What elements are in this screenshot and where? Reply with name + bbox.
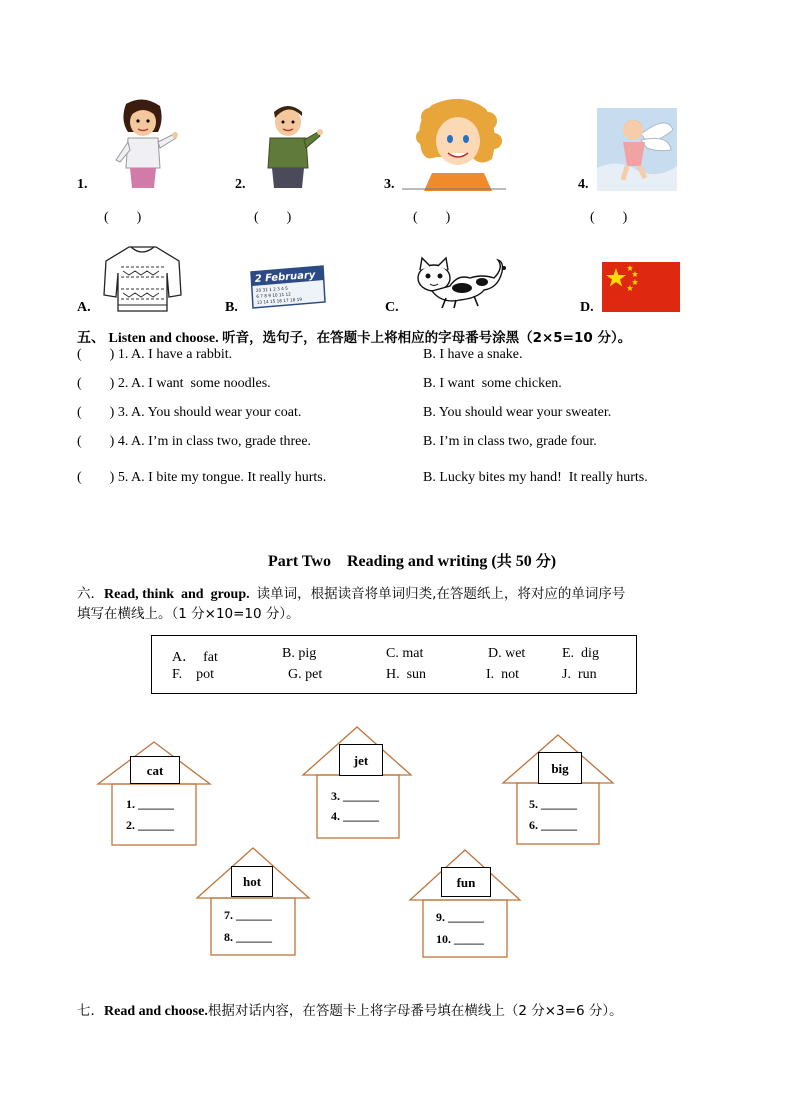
option-b[interactable]: B. I’m in class two, grade four.: [423, 434, 597, 449]
section6-heading-cn: 读单词，根据读音将单词归类,在答题纸上，将对应的单词序号: [256, 586, 626, 602]
section6-prefix: 六．: [77, 586, 104, 602]
calendar-icon: [247, 264, 327, 309]
word-option: J. run: [562, 667, 597, 682]
option-a[interactable]: 3. A. You should wear your coat.: [117, 405, 302, 420]
answer-blank[interactable]: 7. ______: [224, 908, 272, 922]
svg-text:6 7 8 9 10 11 12: 6 7 8 9 10 11 12: [256, 291, 292, 299]
word-option: E. dig: [562, 646, 599, 661]
option-b[interactable]: B. I have a snake.: [423, 347, 523, 362]
section5-heading-cn: 听音，选句子，在答题卡上将相应的字母番号涂黑（2×5=10 分）。: [222, 330, 632, 346]
china-flag-icon: [602, 262, 680, 312]
house-label: hot: [231, 866, 273, 897]
section6-heading-en: Read, think and group.: [104, 587, 257, 602]
word-option: D. wet: [488, 646, 526, 661]
answer-paren[interactable]: ( ): [77, 434, 115, 449]
option-letter: B.: [225, 300, 238, 315]
answer-paren[interactable]: ( ): [413, 210, 451, 225]
curly-hair-girl-icon: [402, 97, 506, 191]
section5-heading: [77, 326, 631, 347]
boy-pointing-icon: [258, 102, 326, 190]
option-letter: D.: [580, 300, 594, 315]
section7-prefix: 七．: [77, 1003, 104, 1019]
option-letter: A.: [77, 300, 91, 315]
part-two-title-cn2: 分: [535, 552, 551, 570]
answer-paren[interactable]: ( ): [77, 347, 115, 362]
section7-heading-en: Read and choose.: [104, 1004, 208, 1019]
svg-text:13 14 15 16 17 18 19: 13 14 15 16 17 18 19: [256, 296, 303, 305]
answer-blank[interactable]: 5. ______: [529, 797, 577, 811]
word-house-fun: [410, 850, 520, 958]
part-two-score: 50: [511, 553, 536, 570]
question-row: [77, 470, 326, 486]
section5-heading-en: 五、 Listen and choose.: [77, 331, 223, 346]
question-row: [77, 434, 311, 450]
part-two-title: [268, 550, 556, 571]
part-two-title-close: ): [550, 553, 557, 570]
question-row: [77, 347, 232, 363]
house-label: jet: [339, 744, 383, 776]
answer-blank[interactable]: 4. ______: [331, 809, 379, 823]
answer-blank[interactable]: 9. ______: [436, 910, 484, 924]
word-house-big: [503, 735, 613, 845]
answer-blank[interactable]: 2. ______: [126, 818, 174, 832]
answer-paren[interactable]: ( ): [104, 210, 142, 225]
option-b[interactable]: B. I want some chicken.: [423, 376, 562, 391]
item-number: 3.: [384, 177, 395, 192]
answer-blank[interactable]: 10. _____: [436, 932, 484, 946]
question-row: [77, 376, 271, 392]
word-house-hot: [197, 848, 309, 956]
question-row: [77, 405, 301, 421]
option-a[interactable]: 5. A. I bite my tongue. It really hurts.: [117, 470, 327, 485]
item-number: 4.: [578, 177, 589, 192]
word-bank-box: [151, 635, 637, 694]
answer-paren[interactable]: ( ): [77, 470, 115, 485]
answer-blank[interactable]: 3. ______: [331, 789, 379, 803]
word-house-jet: [303, 727, 411, 839]
answer-blank[interactable]: 1. ______: [126, 797, 174, 811]
option-a[interactable]: 1. A. I have a rabbit.: [117, 347, 233, 362]
word-option: G. pet: [288, 667, 323, 682]
section6-line2-cn: 填写在横线上。（1 分×10=10 分）。: [77, 606, 300, 622]
option-b[interactable]: B. You should wear your sweater.: [423, 405, 612, 420]
girl-pointing-icon: [108, 98, 178, 190]
word-option: F. pot: [172, 667, 215, 682]
option-a[interactable]: 2. A. I want some noodles.: [117, 376, 271, 391]
calendar-text: 2 February: [254, 269, 316, 285]
house-label: fun: [441, 867, 491, 897]
word-option: H. sun: [386, 667, 427, 682]
option-a[interactable]: 4. A. I’m in class two, grade three.: [117, 434, 312, 449]
word-house-cat: [98, 742, 210, 846]
house-label: big: [538, 752, 582, 784]
answer-blank[interactable]: 8. ______: [224, 930, 272, 944]
part-two-title-en: Part Two Reading and writing (: [268, 553, 497, 570]
item-number: 1.: [77, 177, 88, 192]
section6-heading-line2: [77, 602, 300, 623]
word-option: C. mat: [386, 646, 424, 661]
part-two-title-cn: 共: [496, 552, 512, 570]
word-option: A． fat: [172, 650, 218, 665]
section7-heading: [77, 999, 623, 1020]
item-number: 2.: [235, 177, 246, 192]
cats-icon: [412, 254, 512, 309]
option-b[interactable]: B. Lucky bites my hand! It really hurts.: [423, 470, 648, 485]
section6-heading: [77, 582, 737, 603]
answer-paren[interactable]: ( ): [254, 210, 292, 225]
word-option: I. not: [486, 667, 520, 682]
sweater-icon: [101, 243, 184, 313]
angel-icon: [597, 108, 677, 191]
answer-blank[interactable]: 6. ______: [529, 818, 577, 832]
answer-paren[interactable]: ( ): [77, 405, 115, 420]
word-option: B. pig: [282, 646, 317, 661]
house-label: cat: [130, 756, 180, 784]
answer-paren[interactable]: ( ): [590, 210, 628, 225]
answer-paren[interactable]: ( ): [77, 376, 115, 391]
section7-heading-cn: 根据对话内容，在答题卡上将字母番号填在横线上（2 分×3=6 分）。: [207, 1003, 623, 1019]
svg-text:20 31 1 2 3 4 5: 20 31 1 2 3 4 5: [255, 285, 288, 293]
option-letter: C.: [385, 300, 399, 315]
